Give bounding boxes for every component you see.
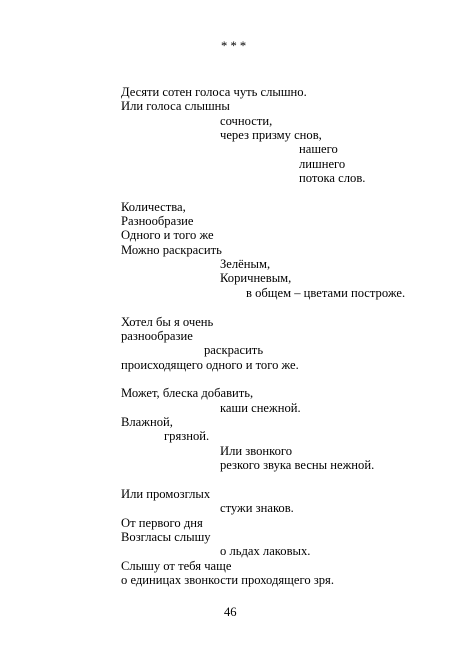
poem-line: разнообразие [121, 329, 193, 343]
poem-line: нашего [299, 142, 338, 156]
poem-line: Может, блеска добавить, [121, 386, 254, 400]
poem-line: о льдах лаковых. [220, 544, 311, 558]
poem-line: через призму снов, [220, 128, 322, 142]
poem-line: каши снежной. [220, 401, 301, 415]
poem-line: сочности, [220, 114, 273, 128]
poem-line: Хотел бы я очень [121, 315, 214, 329]
poem-line: лишнего [299, 157, 346, 171]
poem-line: грязной. [164, 429, 210, 443]
poem-line: Слышу от тебя чаще [121, 559, 232, 573]
poem-line: Разнообразие [121, 214, 194, 228]
page-number: 46 [224, 605, 237, 619]
poem-line: Или промозглых [121, 487, 211, 501]
poem-line: в общем – цветами построже. [246, 286, 406, 300]
poem-line: раскрасить [204, 343, 264, 357]
poem-line: происходящего одного и того же. [121, 358, 299, 372]
section-ornament: * * * [221, 39, 247, 53]
poem-line: Или голоса слышны [121, 99, 230, 113]
poem-line: Зелёным, [220, 257, 271, 271]
poem-line: Десяти сотен голоса чуть слышно. [121, 85, 307, 99]
poem-line: Одного и того же [121, 228, 214, 242]
poem-line: Влажной, [121, 415, 173, 429]
poem-line: стужи знаков. [220, 501, 294, 515]
poem-line: От первого дня [121, 516, 203, 530]
poem-line: о единицах звонкости проходящего зря. [121, 573, 334, 587]
poem-line: Или звонкого [220, 444, 293, 458]
poem-line: Можно раскрасить [121, 243, 222, 257]
poem-line: потока слов. [299, 171, 366, 185]
poem-line: Коричневым, [220, 271, 292, 285]
poem-line: Количества, [121, 200, 186, 214]
poem-line: резкого звука весны нежной. [220, 458, 375, 472]
poem-line: Возгласы слышу [121, 530, 211, 544]
